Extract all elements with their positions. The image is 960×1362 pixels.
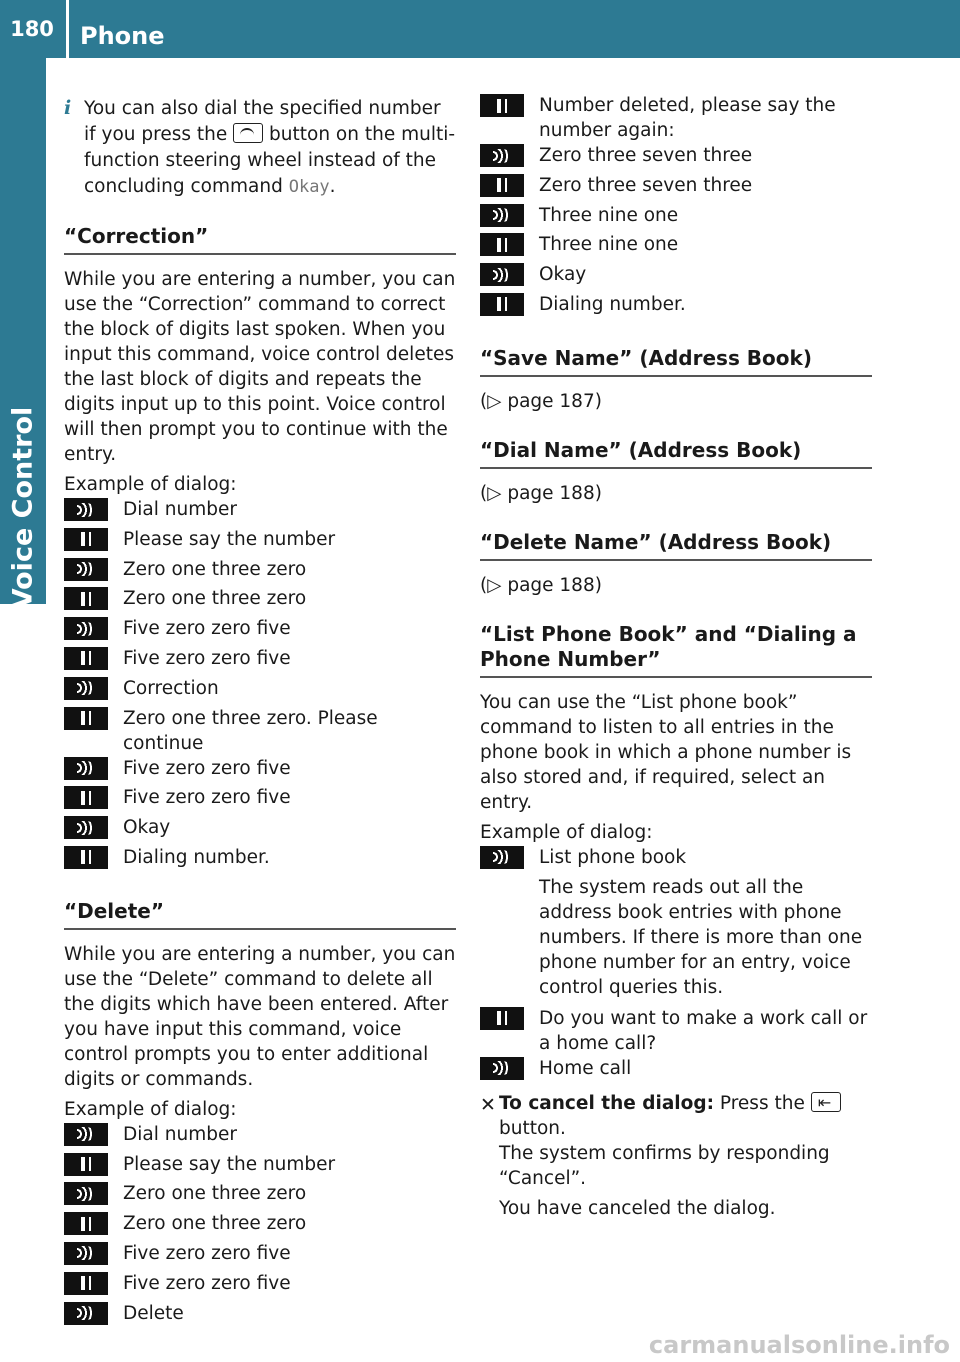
user-speaks-icon	[64, 816, 108, 839]
user-speaks-icon	[64, 1182, 108, 1205]
back-key-icon	[811, 1092, 841, 1112]
system-speaks-icon	[64, 647, 108, 670]
note-text-3: .	[329, 176, 336, 197]
dialog-text: Zero one three zero	[123, 588, 307, 610]
watermark: carmanualsonline.info	[648, 1331, 950, 1359]
delete-example-label: Example of dialog:	[64, 1098, 237, 1120]
dialog-text: Zero one three zero	[123, 1213, 307, 1235]
step-result: You have canceled the dialog.	[499, 1198, 776, 1220]
system-speaks-icon	[480, 233, 524, 256]
step-text-3: The system confirms by responding “Cancel”.	[499, 1143, 830, 1190]
dialog-row	[64, 1241, 456, 1271]
user-speaks-icon	[64, 498, 108, 521]
step-text-1: Press the	[719, 1093, 805, 1115]
dialog-row	[480, 173, 872, 203]
dialog-text: Five zero zero five	[123, 787, 291, 809]
list-dialog	[480, 845, 872, 1086]
dialog-text: Correction	[123, 677, 219, 699]
system-speaks-icon	[64, 1272, 108, 1295]
system-speaks-icon	[480, 174, 524, 197]
header-divider	[66, 0, 69, 58]
user-speaks-icon	[480, 263, 524, 286]
dialog-row	[480, 1006, 872, 1056]
dialog-row	[64, 1152, 456, 1182]
user-speaks-icon	[64, 757, 108, 780]
list-example-label: Example of dialog:	[480, 821, 653, 843]
info-note	[64, 96, 456, 200]
dialog-row	[64, 616, 456, 646]
system-speaks-icon	[64, 1153, 108, 1176]
section-heading-dial-name: “Dial Name” (Address Book)	[480, 438, 872, 469]
delete-body: While you are entering a number, you can use the “Delete” command to delete all the digits which have been entered. After you have input this command, voice control prompts you to enter additional digits or commands.	[64, 943, 456, 1090]
section-heading-correction: “Correction”	[64, 224, 456, 255]
dialog-text: Five zero zero five	[123, 1272, 291, 1294]
user-speaks-icon	[64, 1302, 108, 1325]
dialog-text: Three nine one	[539, 204, 679, 226]
dialog-row	[64, 815, 456, 845]
dial-name-ref: (▷ page 188)	[480, 482, 602, 504]
dialog-text: Zero one three zero	[123, 1183, 307, 1205]
system-speaks-icon	[64, 846, 108, 869]
dialog-row	[480, 93, 872, 143]
dialog-text: Dial number	[123, 499, 237, 520]
dialog-row	[64, 1271, 456, 1301]
dialog-text: Five zero zero five	[123, 647, 291, 669]
section-heading-list-phone-book: “List Phone Book” and “Dialing a Phone Number”	[480, 622, 872, 678]
section-heading-delete-name: “Delete Name” (Address Book)	[480, 530, 872, 561]
dialog-row	[64, 676, 456, 706]
step-arrow-icon: ✕	[480, 1094, 496, 1117]
left-column	[64, 96, 456, 1334]
chapter-title: Phone	[80, 22, 165, 50]
dialog-row	[480, 292, 872, 322]
correction-dialog	[64, 497, 456, 875]
dialog-row	[480, 143, 872, 173]
section-heading-delete: “Delete”	[64, 899, 456, 930]
user-speaks-icon	[64, 1242, 108, 1265]
user-speaks-icon	[480, 144, 524, 167]
dialog-row	[480, 232, 872, 262]
instruction-step	[480, 1091, 872, 1191]
dialog-text: Okay	[123, 817, 171, 839]
dialog-text: Zero three seven three	[539, 174, 753, 196]
correction-body: While you are entering a number, you can use the “Correction” command to correct the block of digits last spoken. When you input this command, voice control deletes the last block of digits and repeats the digits input up to this point. Voice control will then prompt you to continue with the entry.	[64, 269, 456, 465]
dialog-row	[480, 845, 872, 875]
system-speaks-icon	[64, 528, 108, 551]
system-speaks-icon	[64, 587, 108, 610]
dialog-text: Dialing number.	[539, 293, 686, 315]
page-header	[0, 0, 960, 58]
dialog-text: Five zero zero five	[123, 757, 291, 779]
side-tab	[0, 58, 46, 610]
dialog-row	[64, 756, 456, 786]
dialog-row	[64, 646, 456, 676]
dialog-text: Number deleted, please say the number again:	[539, 95, 836, 141]
dialog-row	[64, 557, 456, 587]
dialog-text: Okay	[539, 264, 587, 286]
dialog-text: List phone book	[539, 846, 687, 868]
dialog-text: Do you want to make a work call or a home call?	[539, 1007, 868, 1054]
list-phone-book-body: You can use the “List phone book” command to listen to all entries in the phone book in which a phone number is also stored and, if required, select an entry.	[480, 691, 852, 813]
dialog-text: Delete	[123, 1302, 184, 1324]
dialog-text: Please say the number	[123, 1153, 336, 1175]
note-command: Okay	[288, 177, 330, 197]
delete-dialog	[64, 1122, 456, 1331]
delete-name-ref: (▷ page 188)	[480, 574, 602, 596]
dialog-row	[64, 1211, 456, 1241]
phone-key-icon	[233, 123, 263, 143]
dialog-text: Dial number	[123, 1123, 237, 1145]
dialog-text: Home call	[539, 1057, 632, 1079]
delete-dialog-continued	[480, 93, 872, 322]
dialog-text: Zero three seven three	[539, 145, 753, 166]
dialog-description: The system reads out all the address book entries with phone numbers. If there is more than one phone number for an entry, voice control queries this.	[539, 876, 863, 998]
system-speaks-icon	[480, 1007, 524, 1030]
dialog-row	[64, 527, 456, 557]
dialog-text: Zero one three zero	[123, 558, 307, 580]
dialog-text: Zero one three zero. Please continue	[123, 707, 378, 754]
dialog-row	[64, 586, 456, 616]
user-speaks-icon	[64, 558, 108, 581]
step-text-2: button.	[499, 1118, 566, 1140]
system-speaks-icon	[64, 707, 108, 730]
user-speaks-icon	[480, 1057, 524, 1080]
dialog-row	[64, 845, 456, 875]
system-speaks-icon	[480, 94, 524, 117]
dialog-row	[64, 1122, 456, 1152]
section-heading-save-name: “Save Name” (Address Book)	[480, 346, 872, 377]
dialog-row	[480, 1056, 872, 1086]
info-icon: i	[64, 97, 72, 119]
dialog-text: Three nine one	[539, 234, 679, 256]
list-dialog-rows	[480, 1006, 872, 1086]
note-text-2: button on the multi-function steering wheel instead of the concluding command	[84, 124, 456, 197]
side-tab-label: Voice Control	[7, 406, 39, 610]
correction-example-label: Example of dialog:	[64, 474, 237, 495]
system-speaks-icon	[480, 293, 524, 316]
dialog-row	[64, 785, 456, 815]
dialog-text: Dialing number.	[123, 846, 270, 868]
system-speaks-icon	[64, 1212, 108, 1235]
user-speaks-icon	[64, 617, 108, 640]
dialog-row	[480, 203, 872, 233]
dialog-row	[64, 497, 456, 527]
right-column	[480, 96, 872, 1221]
dialog-row	[64, 706, 456, 756]
note-text-1: You can also dial the specified number if you press the	[84, 98, 441, 145]
page-number: 180	[10, 17, 54, 41]
user-speaks-icon	[480, 204, 524, 227]
dialog-text: Five zero zero five	[123, 1242, 291, 1264]
system-speaks-icon	[64, 786, 108, 809]
user-speaks-icon	[64, 1123, 108, 1146]
dialog-row	[64, 1301, 456, 1331]
dialog-text: Five zero zero five	[123, 618, 291, 640]
dialog-text: Please say the number	[123, 528, 336, 550]
user-speaks-icon	[480, 846, 524, 869]
step-bold: To cancel the dialog:	[499, 1093, 714, 1115]
dialog-row	[64, 1181, 456, 1211]
save-name-ref: (▷ page 187)	[480, 390, 602, 412]
user-speaks-icon	[64, 677, 108, 700]
dialog-row	[480, 262, 872, 292]
